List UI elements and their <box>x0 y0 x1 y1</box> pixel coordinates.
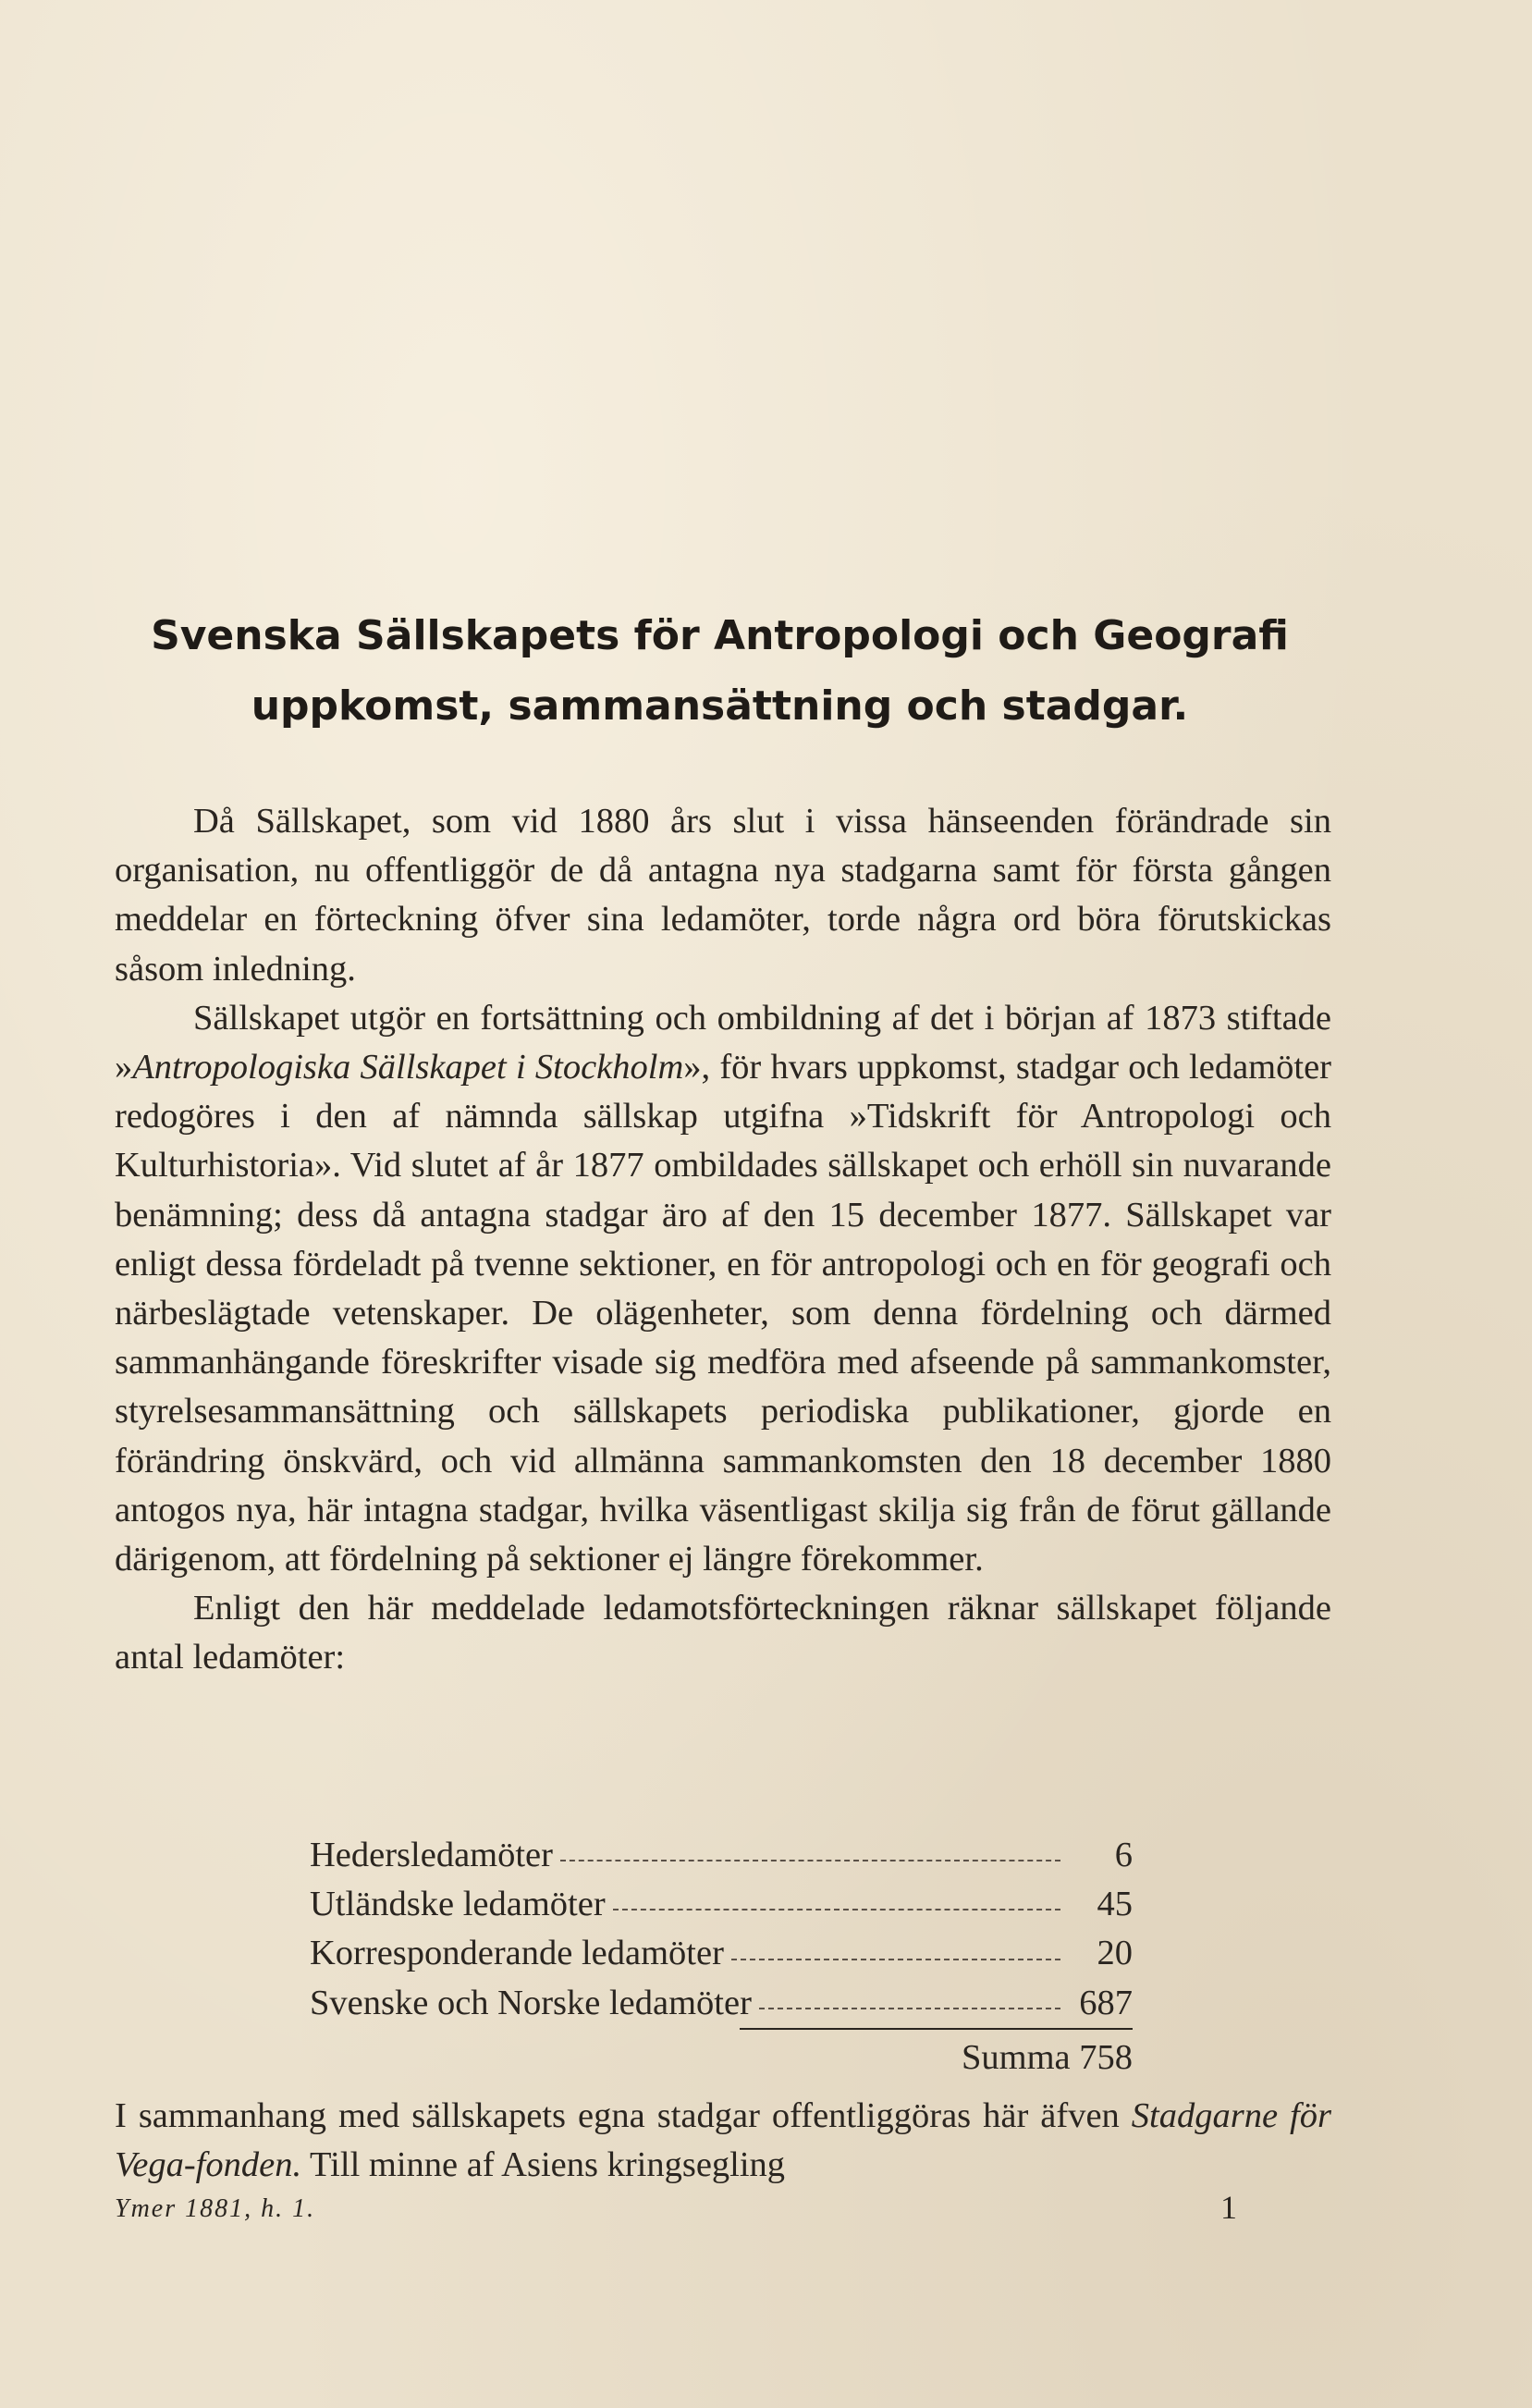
closing-start: I sammanhang med sällskapets egna stadgar offentliggöras här äfven <box>115 2096 1132 2135</box>
paragraph-2 <box>115 994 1331 1584</box>
member-value: 45 <box>1097 1885 1133 1924</box>
title-line-1: Svenska Sällskapets för Antropologi och Geografi <box>151 612 1289 659</box>
leader-dots <box>560 1860 1060 1861</box>
leader-dots <box>731 1959 1060 1960</box>
paragraph-2-start: Sällskapet utgör en fortsättning och ombildning af det i början af 1873 stiftade » <box>115 998 1331 1087</box>
document-title <box>139 601 1301 742</box>
page-number: 1 <box>1220 2189 1237 2226</box>
member-row <box>310 1979 1133 2028</box>
member-row <box>310 1929 1133 1978</box>
paragraph-3: Enligt den här meddelade ledamotsförteckningen räknar sällskapet följande antal ledamöter: <box>115 1589 1331 1677</box>
member-count-list <box>310 1831 1133 2028</box>
title-line-2: uppkomst, sammansättning och stadgar. <box>251 682 1189 730</box>
member-value: 20 <box>1097 1934 1133 1973</box>
leader-dots <box>759 2008 1060 2009</box>
member-label: Hedersledamöter <box>310 1836 553 1874</box>
member-label: Korresponderande ledamöter <box>310 1934 724 1973</box>
closing-paragraph <box>115 2092 1331 2190</box>
journal-signature: Ymer 1881, h. 1. <box>115 2194 316 2223</box>
member-value: 687 <box>1079 1983 1133 2022</box>
sum-rule <box>740 2028 1133 2030</box>
body-text <box>115 797 1331 1683</box>
member-label: Svenske och Norske ledamöter <box>310 1983 752 2022</box>
leader-dots <box>613 1909 1060 1910</box>
member-row <box>310 1831 1133 1880</box>
closing-rest: Till minne af Asiens kringsegling <box>301 2145 786 2185</box>
society-name-italic: Antropologiska Sällskapet i Stockholm <box>132 1048 684 1087</box>
paragraph-1: Då Sällskapet, som vid 1880 års slut i vissa hänseenden förändrade sin organisation, nu offentliggör de då antagna nya stadgarna samt för första gången meddelar en förteckning öfver sina ledamöter, torde några ord böra förutskickas såsom inledning. <box>115 802 1331 989</box>
member-row <box>310 1880 1133 1929</box>
paragraph-2-rest: », för hvars uppkomst, stadgar och ledamöter redogöres i den af nämnda sällskap utgifna »Tidskrift för Antropologi och Kulturhistoria». Vid slutet af år 1877 ombildades sällskapet och erhöll sin nuvarande benämning; dess då antagna stadgar äro af den 15 december 1877. Sällskapet var enligt dessa fördeladt på tvenne sektioner, en för antropologi och en för geografi och närbeslägtade vetenskaper. De olägenheter, som denna fördelning och därmed sammanhängande föreskrifter visade sig medföra med afseende på sammankomster, styrelsesammansättning och sällskapets periodiska publikationer, gjorde en förändring önskvärd, och vid allmänna sammankomsten den 18 december 1880 antogos nya, här intagna stadgar, hvilka väsentligast skilja sig från de förut gällande därigenom, att fördelning på sektioner ej längre förekommer. <box>115 1048 1331 1579</box>
vega-fund-italic: Stadgarne för Vega-fonden. <box>115 2096 1331 2185</box>
member-value: 6 <box>1114 1836 1133 1874</box>
member-label: Utländske ledamöter <box>310 1885 606 1924</box>
summa-total: Summa 758 <box>961 2038 1133 2077</box>
